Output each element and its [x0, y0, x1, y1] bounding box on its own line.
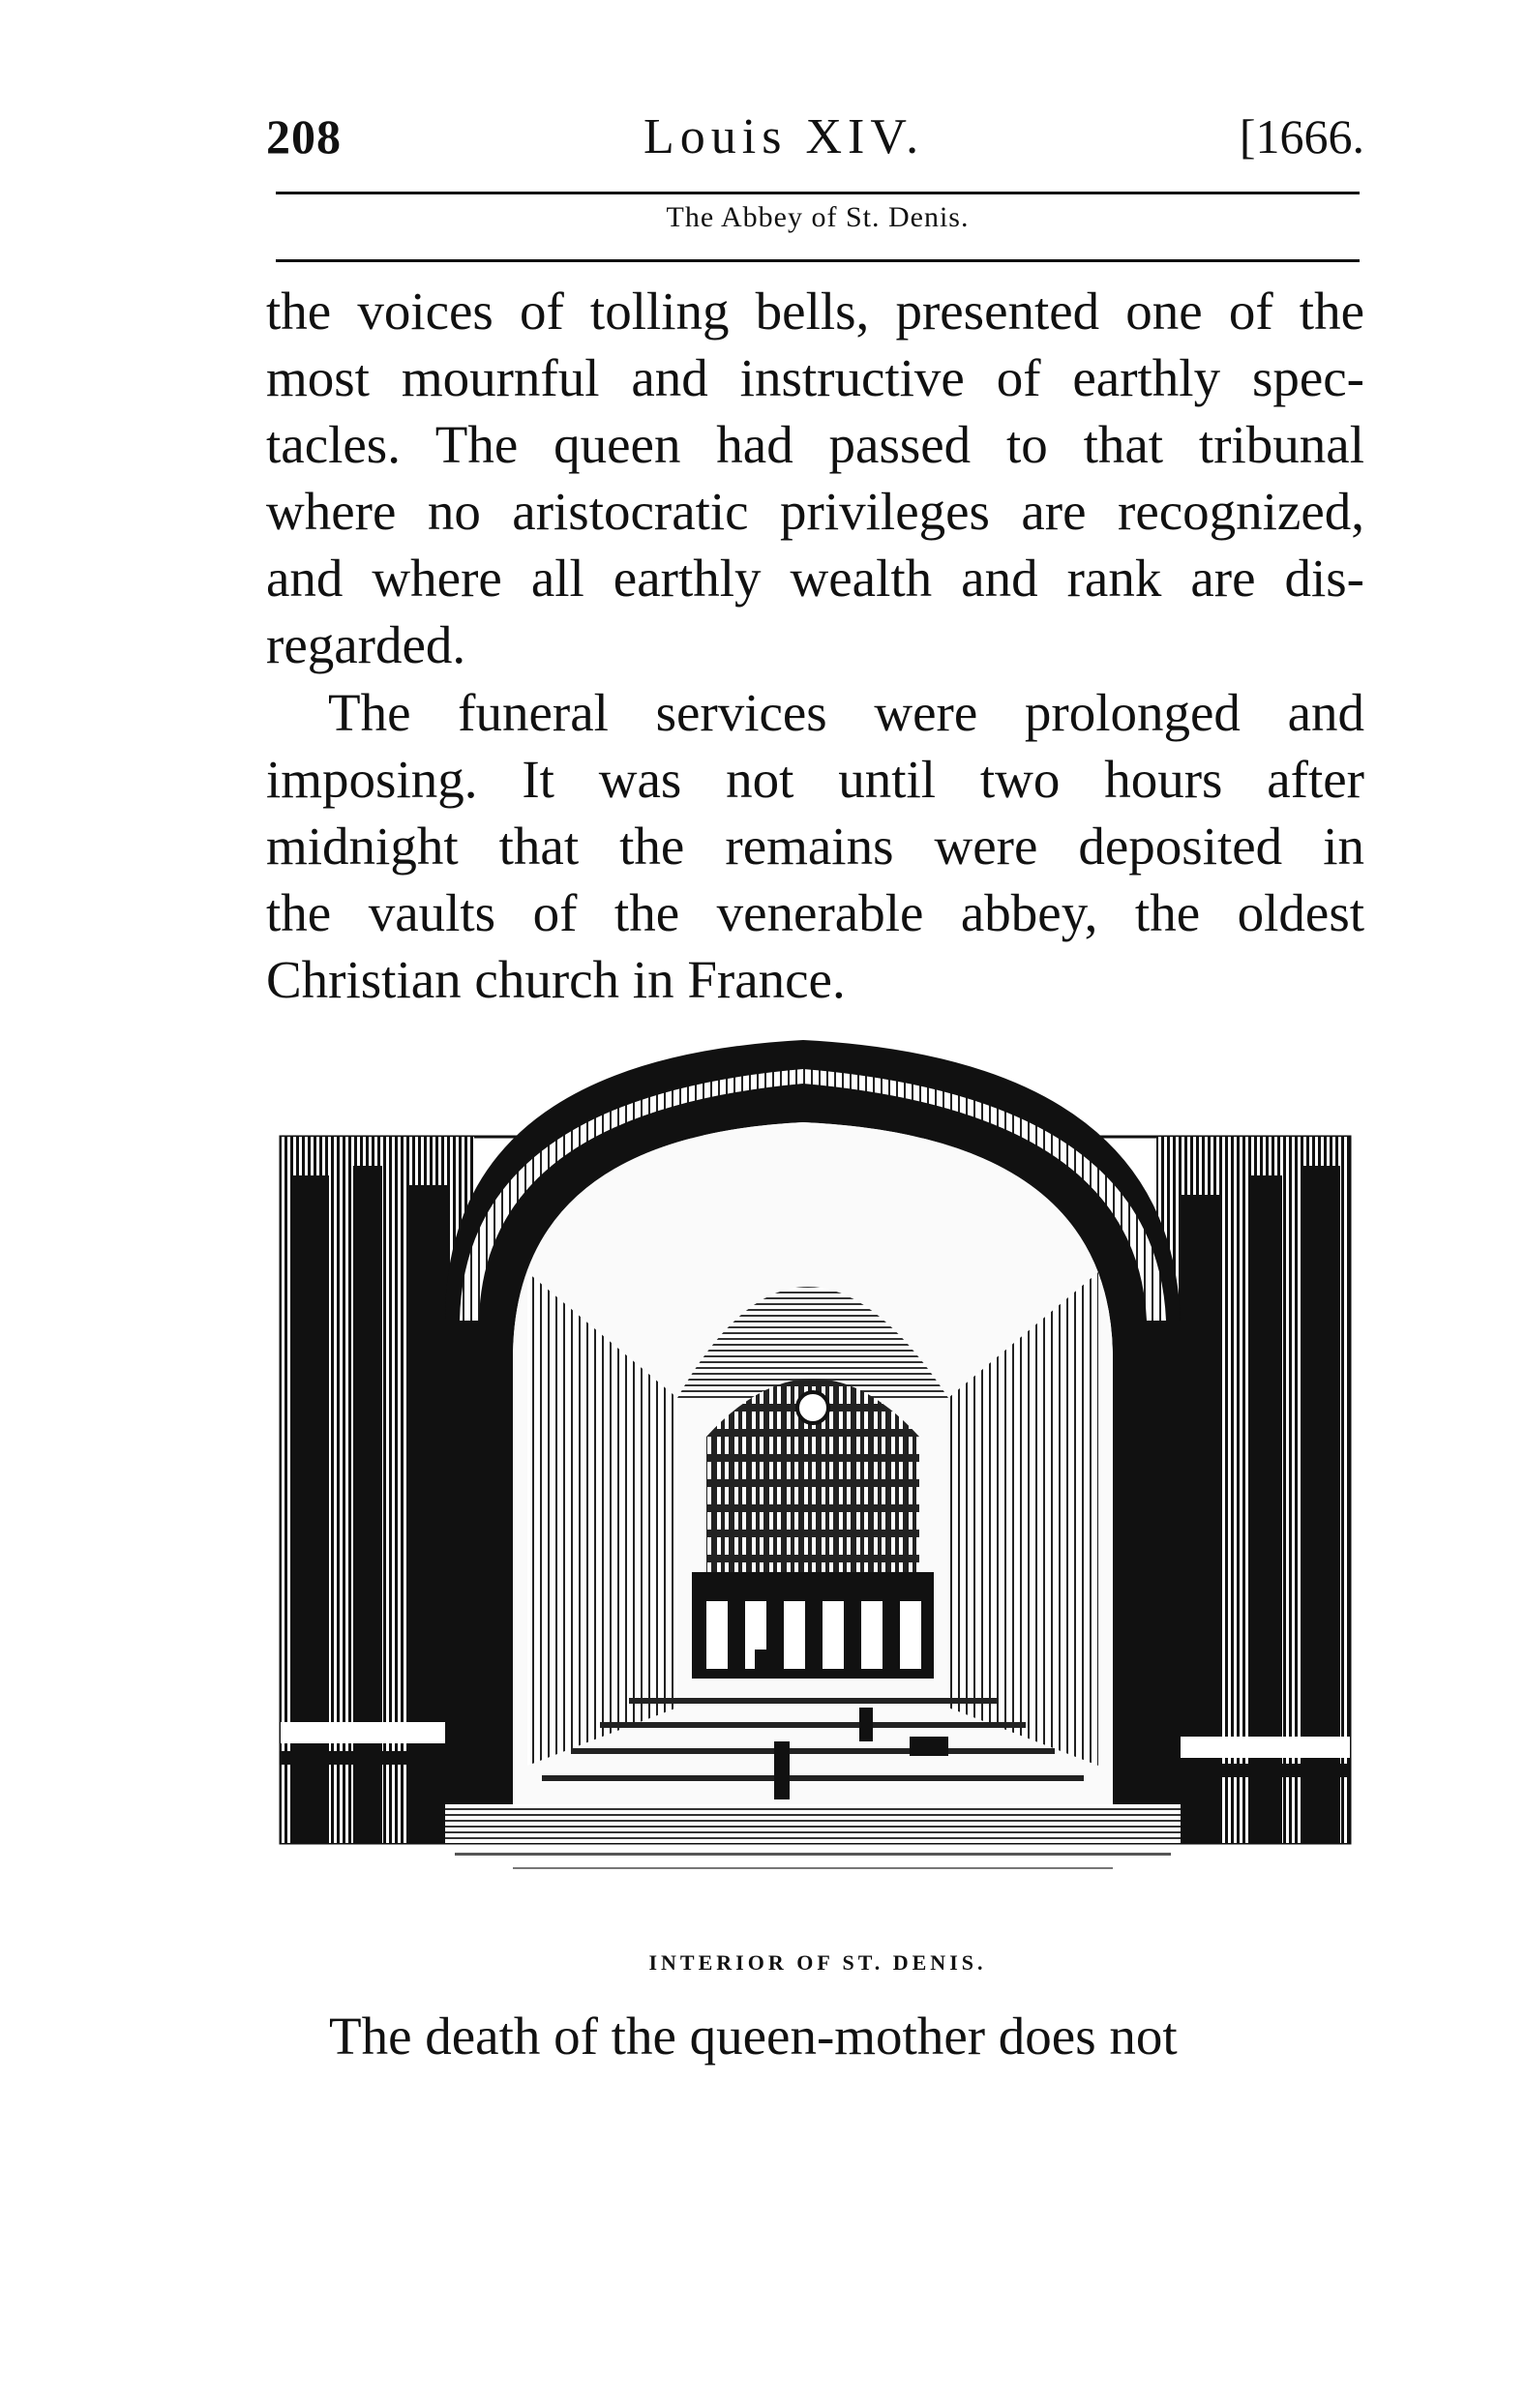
text-line: Christian church in France.	[266, 950, 846, 1009]
figure-caption: INTERIOR OF ST. DENIS.	[648, 1950, 987, 1975]
text-line: tacles. The queen had passed to that tribunal	[266, 415, 1364, 474]
text-line: the vaults of the venerable abbey, the oldest	[266, 883, 1364, 942]
text-line: where no aristocratic privileges are recognized,	[266, 482, 1364, 541]
running-head	[266, 108, 1364, 176]
text-line: the voices of tolling bells, presented one of the	[266, 282, 1364, 341]
paragraph-1	[266, 278, 1364, 678]
book-title: Louis XIV.	[643, 109, 925, 164]
text-line: imposing. It was not until two hours after	[266, 750, 1364, 809]
text-line: midnight that the remains were deposited in	[266, 817, 1364, 876]
abbey-interior-engraving	[261, 1030, 1374, 1935]
page-number: 208	[266, 109, 342, 164]
text-line: The funeral services were prolonged and	[328, 683, 1364, 742]
paragraph-2	[266, 679, 1364, 1013]
header-rule-bottom	[276, 259, 1360, 262]
paragraph-3: The death of the queen-mother does not	[329, 2007, 1178, 2066]
text-line: regarded.	[266, 615, 466, 674]
year-mark: [1666.	[1239, 109, 1364, 164]
section-subhead: The Abbey of St. Denis.	[666, 201, 970, 233]
text-line: most mournful and instructive of earthly spec-	[266, 348, 1364, 407]
text-line: and where all earthly wealth and rank are dis-	[266, 549, 1364, 608]
header-rule-top	[276, 192, 1360, 194]
